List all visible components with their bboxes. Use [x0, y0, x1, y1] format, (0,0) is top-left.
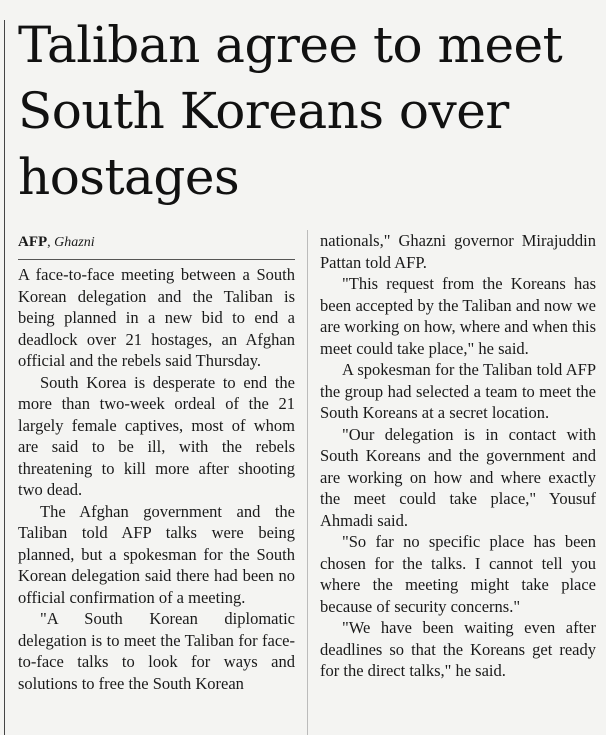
article-column-left — [18, 232, 295, 694]
byline — [18, 232, 295, 253]
paragraph: "Our delegation is in contact with South Koreans and the government and are working on how and where exactly the meet could take place," Yousuf Ahmadi said. — [320, 424, 596, 530]
byline-agency: AFP — [18, 234, 48, 250]
byline-divider — [18, 259, 295, 260]
paragraph: "This request from the Koreans has been accepted by the Taliban and now we are working on how, where and when this meet could take place," he said. — [320, 274, 596, 358]
paragraph: A face-to-face meeting between a South Korean delegation and the Taliban is being planned in a new bid to end a deadlock over 21 hostages, an Afghan official and the rebels said Thursday. — [18, 265, 295, 370]
headline: Taliban agree to meet South Koreans over hostages — [18, 16, 563, 206]
byline-separator: , — [47, 235, 55, 250]
page-left-rule — [4, 20, 5, 735]
paragraph: The Afghan government and the Taliban told AFP talks were being planned, but a spokesman for the South Korean delegation said there had been no official confirmation of a meeting. — [18, 501, 295, 607]
paragraph: "So far no specific place has been chosen for the talks. I cannot tell you where the meeting might take place because of security concerns." — [320, 532, 596, 616]
article-column-right — [320, 230, 596, 682]
paragraph-continued: nationals," Ghazni governor Mirajuddin Pattan told AFP. — [320, 231, 596, 272]
paragraph: South Korea is desperate to end the more than two-week ordeal of the 21 largely female captives, most of whom are said to be ill, with the rebels threatening to kill more after shooting two dead. — [18, 372, 295, 499]
paragraph: A spokesman for the Taliban told AFP the group had selected a team to meet the South Koreans at a secret location. — [320, 360, 596, 422]
byline-place: Ghazni — [54, 235, 95, 250]
column-divider — [307, 230, 308, 735]
paragraph: "A South Korean diplomatic delegation is to meet the Taliban for face-to-face talks to look for ways and solutions to free the South Korean — [18, 609, 295, 693]
paragraph: "We have been waiting even after deadlines so that the Koreans get ready for the direct talks," he said. — [320, 618, 596, 680]
